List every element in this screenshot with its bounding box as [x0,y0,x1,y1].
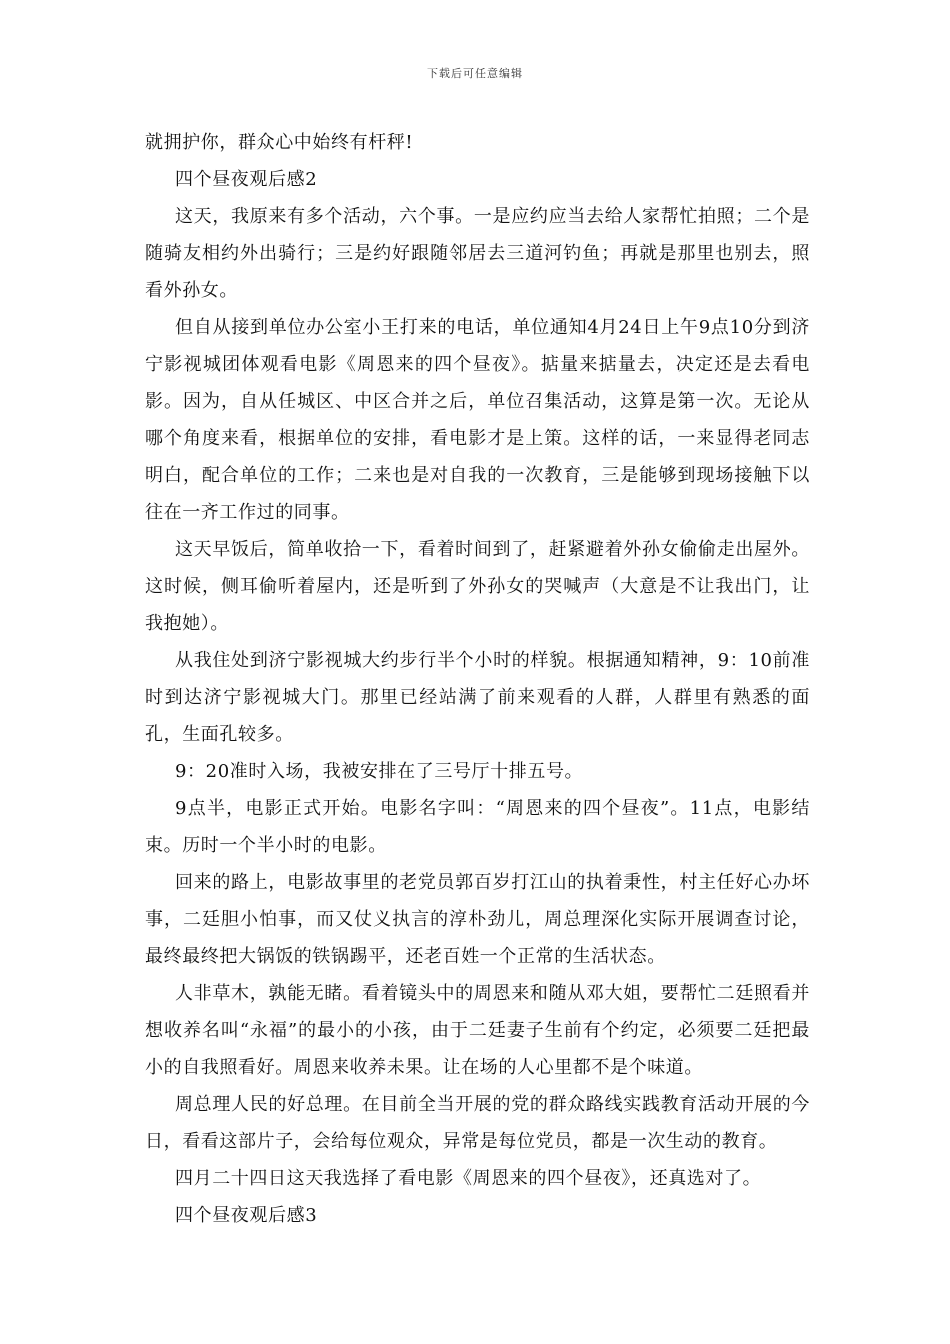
paragraph: 这天，我原来有多个活动，六个事。一是应约应当去给人家帮忙拍照；二个是随骑友相约外出骑行；三是约好跟随邻居去三道河钓鱼；再就是那里也别去，照看外孙女。 [145,206,810,301]
paragraph-continuation: 就拥护你，群众心中始终有杆秤! [145,132,414,153]
paragraph: 这天早饭后，简单收拾一下，看着时间到了，赶紧避着外孙女偷偷走出屋外。这时候，侧耳偷听着屋内，还是听到了外孙女的哭喊声（大意是不让我出门，让我抱她）。 [145,539,810,634]
paragraph: 但自从接到单位办公室小王打来的电话，单位通知4月24日上午9点10分到济宁影视城团体观看电影《周恩来的四个昼夜》。掂量来掂量去，决定还是去看电影。因为，自从任城区、中区合并之后，单位召集活动，这算是第一次。无论从哪个角度来看，根据单位的安排，看电影才是上策。这样的话，一来显得老同志明白，配合单位的工作；二来也是对自我的一次教育，三是能够到现场接触下以往在一齐工作过的同事。 [145,317,810,523]
paragraph: 9点半，电影正式开始。电影名字叫：“周恩来的四个昼夜”。11点，电影结束。历时一个半小时的电影。 [145,798,810,856]
section-heading-2: 四个昼夜观后感2 [175,169,318,190]
paragraph: 周总理人民的好总理。在目前全当开展的党的群众路线实践教育活动开展的今日，看看这部片子，会给每位观众，异常是每位党员，都是一次生动的教育。 [145,1094,810,1152]
paragraph: 回来的路上，电影故事里的老党员郭百岁打江山的执着秉性，村主任好心办坏事，二廷胆小怕事，而又仗义执言的淳朴劲儿，周总理深化实际开展调查讨论，最终最终把大锅饭的铁锅踢平，还老百姓一个正常的生活状态。 [145,872,810,967]
paragraph: 9：20准时入场，我被安排在了三号厅十排五号。 [175,761,584,782]
paragraph: 人非草木，孰能无睹。看着镜头中的周恩来和随从邓大姐，要帮忙二廷照看并想收养名叫“永福”的最小的小孩，由于二廷妻子生前有个约定，必须要二廷把最小的自我照看好。周恩来收养未果。让在场的人心里都不是个味道。 [145,983,810,1078]
section-heading-3: 四个昼夜观后感3 [175,1205,318,1226]
page-header-note: 下载后可任意编辑 [427,67,523,80]
paragraph: 从我住处到济宁影视城大约步行半个小时的样貌。根据通知精神，9：10前准时到达济宁影视城大门。那里已经站满了前来观看的人群，人群里有熟悉的面孔，生面孔较多。 [145,650,810,745]
paragraph: 四月二十四日这天我选择了看电影《周恩来的四个昼夜》，还真选对了。 [175,1168,762,1189]
document-body [145,124,810,1234]
